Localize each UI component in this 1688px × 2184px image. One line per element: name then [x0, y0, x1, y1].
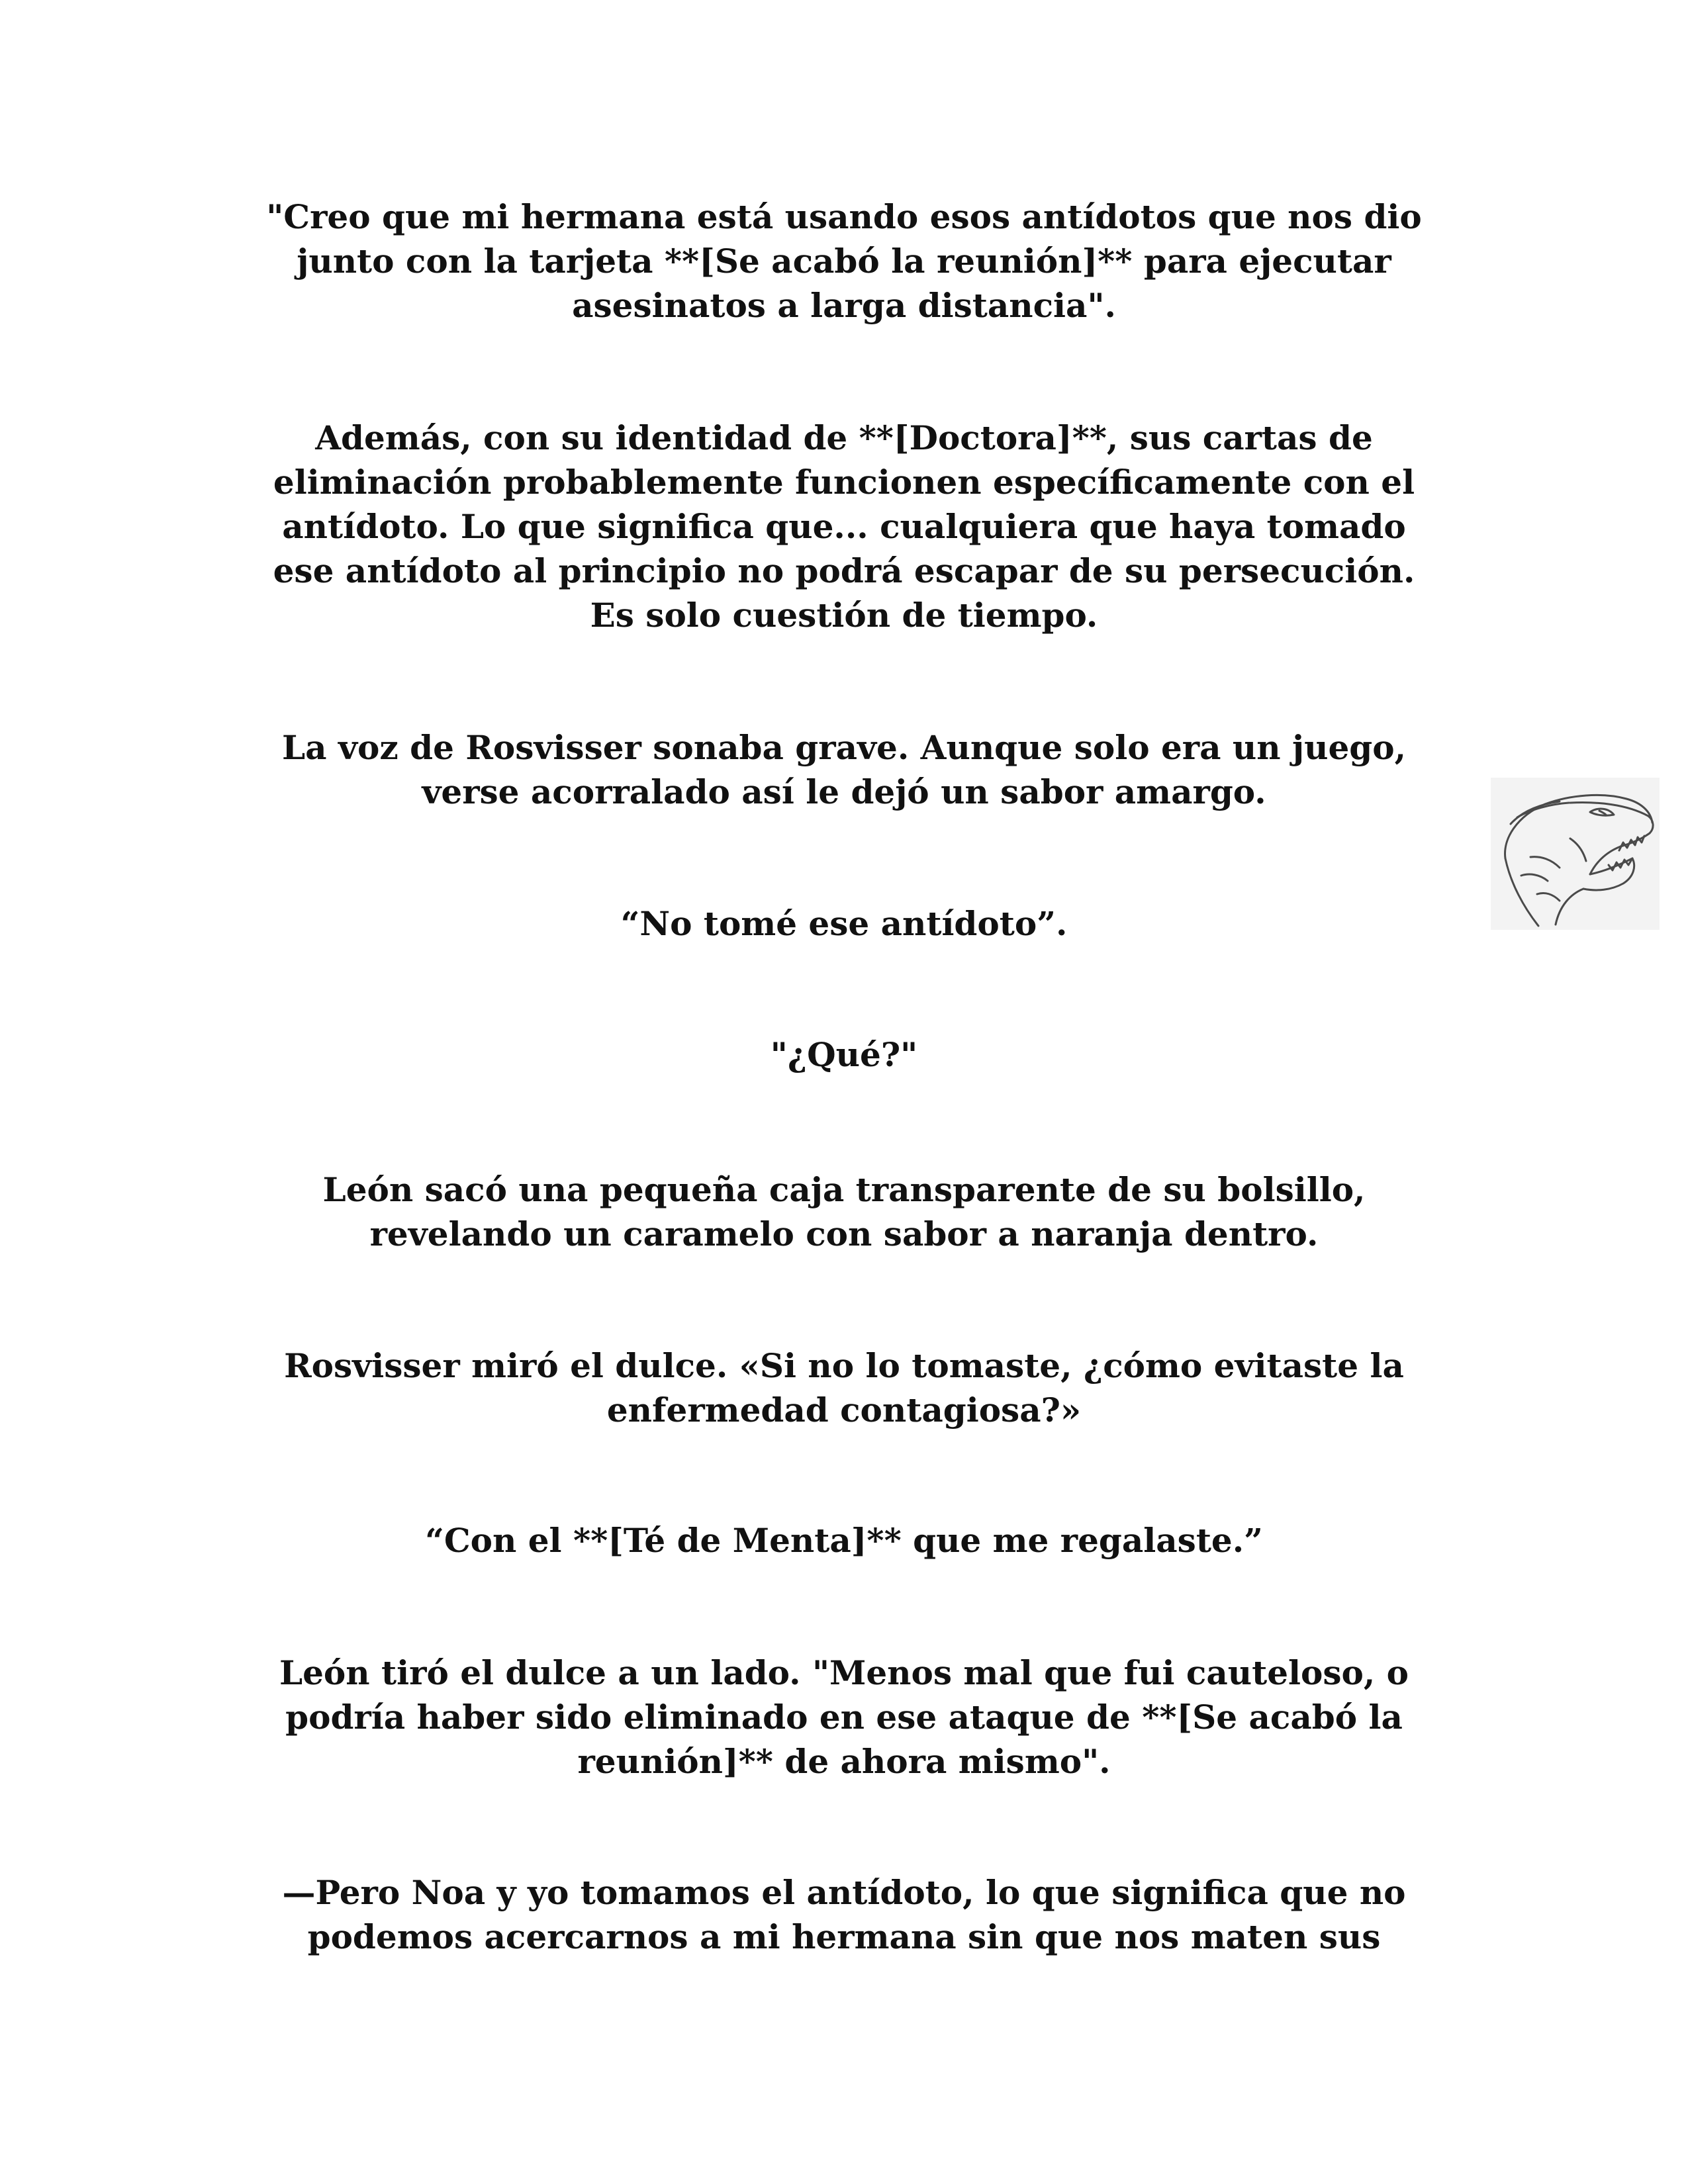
text-line: Es solo cuestión de tiempo. — [590, 596, 1098, 635]
text-line: Además, con su identidad de **[Doctora]**, sus cartas de — [315, 418, 1373, 457]
text-line: asesinatos a larga distancia". — [572, 286, 1116, 325]
paragraph-3 — [212, 725, 1476, 814]
text-line: ese antídoto al principio no podrá escapar de su persecución. — [273, 551, 1415, 590]
text-line: León sacó una pequeña caja transparente de su bolsillo, — [322, 1170, 1366, 1209]
text-line: “No tomé ese antídoto”. — [620, 904, 1068, 943]
text-line: "¿Qué?" — [770, 1035, 918, 1074]
text-line: Rosvisser miró el dulce. «Si no lo tomaste, ¿cómo evitaste la — [284, 1346, 1404, 1385]
paragraph-7 — [212, 1343, 1476, 1432]
text-line: eliminación probablemente funcionen específicamente con el — [273, 463, 1415, 502]
paragraph-6 — [212, 1167, 1476, 1256]
paragraph-8 — [212, 1518, 1476, 1563]
text-line: junto con la tarjeta **[Se acabó la reunión]** para ejecutar — [297, 242, 1391, 281]
paragraph-5 — [212, 1032, 1476, 1077]
dinosaur-head-sketch-icon — [1491, 778, 1660, 930]
paragraph-10 — [212, 1870, 1476, 1959]
text-line: “Con el **[Té de Menta]** que me regalaste.” — [425, 1521, 1263, 1560]
text-line: antídoto. Lo que significa que... cualquiera que haya tomado — [282, 507, 1406, 546]
paragraph-2 — [212, 416, 1476, 637]
text-line: verse acorralado así le dejó un sabor amargo. — [422, 772, 1266, 811]
text-line: podemos acercarnos a mi hermana sin que nos maten sus — [307, 1917, 1381, 1956]
paragraph-4 — [212, 901, 1476, 946]
text-line: "Creo que mi hermana está usando esos antídotos que nos dio — [266, 197, 1422, 236]
text-line: León tiró el dulce a un lado. "Menos mal que fui cauteloso, o — [279, 1653, 1409, 1692]
text-line: La voz de Rosvisser sonaba grave. Aunque solo era un juego, — [281, 728, 1407, 767]
text-line: —Pero Noa y yo tomamos el antídoto, lo que significa que no — [282, 1873, 1406, 1912]
paragraph-1 — [212, 195, 1476, 328]
paragraph-9 — [212, 1651, 1476, 1784]
text-line: reunión]** de ahora mismo". — [577, 1742, 1111, 1781]
text-line: revelando un caramelo con sabor a naranja dentro. — [369, 1214, 1319, 1253]
text-line: podría haber sido eliminado en ese ataque de **[Se acabó la — [285, 1698, 1403, 1737]
text-line: enfermedad contagiosa?» — [606, 1390, 1082, 1430]
